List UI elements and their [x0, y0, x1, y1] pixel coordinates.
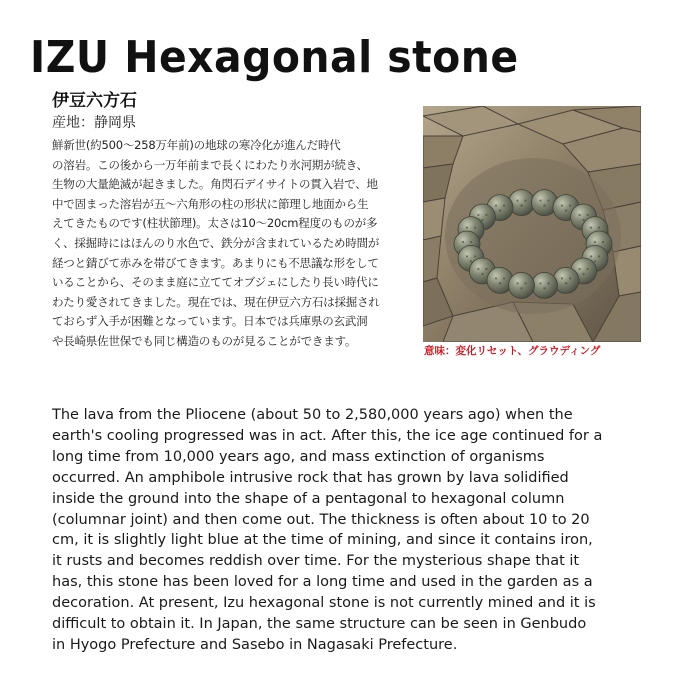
english-description-line: difficult to obtain it. In Japan, the same structure can be seen in Genbudo [52, 616, 587, 633]
english-description-line: long time from 10,000 years ago, and mass extinction of organisms [52, 448, 545, 465]
bead-texture-dot [499, 210, 501, 212]
english-description-line: in Hyogo Prefecture and Sasebo in Nagasaki Prefecture. [52, 636, 458, 653]
bead-texture-dot [499, 282, 501, 284]
bead-texture-dot [470, 241, 472, 243]
japanese-description-line: や長崎県佐世保でも同じ構造のものが見ることができます。 [52, 333, 357, 348]
bead-texture-dot [590, 255, 592, 257]
bead-texture-dot [602, 241, 604, 243]
japanese-description-line: く、採掘時にはほんのり水色で、鉄分が含まれているため時間が [52, 235, 380, 250]
bead-texture-dot [503, 277, 505, 279]
bead-texture-dot [462, 241, 464, 243]
japanese-description-line: 生物の大量絶滅が起きました。角閃石デイサイトの貫入岩で、地 [52, 177, 378, 192]
bead-texture-dot [579, 268, 581, 270]
page-title: IZU Hexagonal stone [30, 32, 519, 83]
english-description-line: decoration. At present, Izu hexagonal stone is not currently mined and it is [52, 595, 596, 612]
japanese-description-line: の溶岩。この後から一万年前まで長くにわたり氷河期が続き、 [52, 157, 368, 172]
english-description-line: earth's cooling progressed was in act. After this, the ice age continued for a [52, 427, 603, 444]
bead-texture-dot [594, 241, 596, 243]
bead-texture-dot [474, 227, 476, 229]
japanese-description-line: ておらず入手が困難となっています。日本では兵庫県の玄武洞 [52, 314, 368, 329]
bead-texture-dot [516, 200, 518, 202]
english-description-line: The lava from the Pliocene (about 50 to 2,580,000 years ago) when the [52, 407, 573, 423]
bead-texture-dot [569, 277, 571, 279]
bead-texture-dot [543, 287, 545, 289]
bead-texture-dot [590, 227, 592, 229]
bead-texture-dot [547, 200, 549, 202]
bead-texture-dot [485, 268, 487, 270]
english-description-line: it rusts and becomes reddish over time. For the mysterious shape that it [52, 553, 580, 570]
bead-texture-dot [543, 205, 545, 207]
english-description-line: (columnar joint) and then come out. The thickness is often about 10 to 20 [52, 511, 590, 528]
product-photo-illustration [423, 106, 641, 342]
bead-texture-dot [524, 200, 526, 202]
bead-texture-dot [561, 205, 563, 207]
bead-texture-dot [466, 255, 468, 257]
bead-texture-dot [539, 200, 541, 202]
japanese-description-line: えてきたものです(柱状節理)。太さは10～20cm程度のものが多 [52, 216, 378, 231]
bead-texture-dot [547, 282, 549, 284]
japanese-description-line: 鮮新世(約500～258万年前)の地球の寒冷化が進んだ時代 [52, 138, 341, 152]
bead-texture-dot [520, 205, 522, 207]
bead-texture-dot [598, 255, 600, 257]
japanese-description-line: いることから、そのまま庭に立ててオブジェにしたり長い時代に [52, 275, 379, 290]
bead-texture-dot [579, 214, 581, 216]
bead-texture-dot [481, 273, 483, 275]
bead-texture-dot [520, 287, 522, 289]
bead-texture-dot [594, 260, 596, 262]
bead-texture-dot [524, 282, 526, 284]
english-description-line: cm, it is slightly light blue at the time of mining, and since it contains iron, [52, 532, 593, 549]
bead-texture-dot [495, 277, 497, 279]
bracelet-on-hexagonal-rock-photo [423, 106, 641, 342]
bead-texture-dot [587, 268, 589, 270]
bead-texture-dot [569, 205, 571, 207]
bead-texture-dot [477, 214, 479, 216]
bead-texture-dot [466, 227, 468, 229]
japanese-description-line: 中で固まった溶岩が五～六角形の柱の形状に節理し地面から生 [52, 196, 369, 211]
japanese-stone-name: 伊豆六方石 [52, 91, 137, 111]
japanese-description-line: わたり愛されてきました。現在では、現在伊豆六方石は採掘され [52, 294, 380, 309]
bead-texture-dot [583, 219, 585, 221]
bead-texture-dot [565, 282, 567, 284]
bracelet-bead [509, 272, 535, 298]
bead-texture-dot [587, 214, 589, 216]
japanese-description-line: 経つと錆びて赤みを帯びてきます。あまりにも不思議な形をして [52, 255, 379, 270]
english-description-line: inside the ground into the shape of a pentagonal to hexagonal column [52, 490, 565, 507]
bead-texture-dot [583, 273, 585, 275]
japanese-description [52, 136, 412, 352]
bead-texture-dot [474, 255, 476, 257]
bead-texture-dot [485, 214, 487, 216]
meaning-caption: 意味：変化リセット、グラウディング [424, 345, 601, 357]
bead-texture-dot [598, 227, 600, 229]
bead-texture-dot [539, 282, 541, 284]
bead-texture-dot [503, 205, 505, 207]
bead-texture-dot [561, 277, 563, 279]
bead-texture-dot [495, 205, 497, 207]
english-description-line: occurred. An amphibole intrusive rock that has grown by lava solidified [52, 469, 569, 486]
english-description [52, 405, 652, 656]
bead-texture-dot [470, 260, 472, 262]
bracelet-bead [532, 272, 558, 298]
bead-texture-dot [477, 268, 479, 270]
bead-texture-dot [565, 210, 567, 212]
english-description-line: has, this stone has been loved for a long time and used in the garden as a [52, 574, 593, 591]
origin-label: 産地：静岡県 [52, 115, 136, 131]
bead-texture-dot [516, 282, 518, 284]
bead-texture-dot [481, 219, 483, 221]
